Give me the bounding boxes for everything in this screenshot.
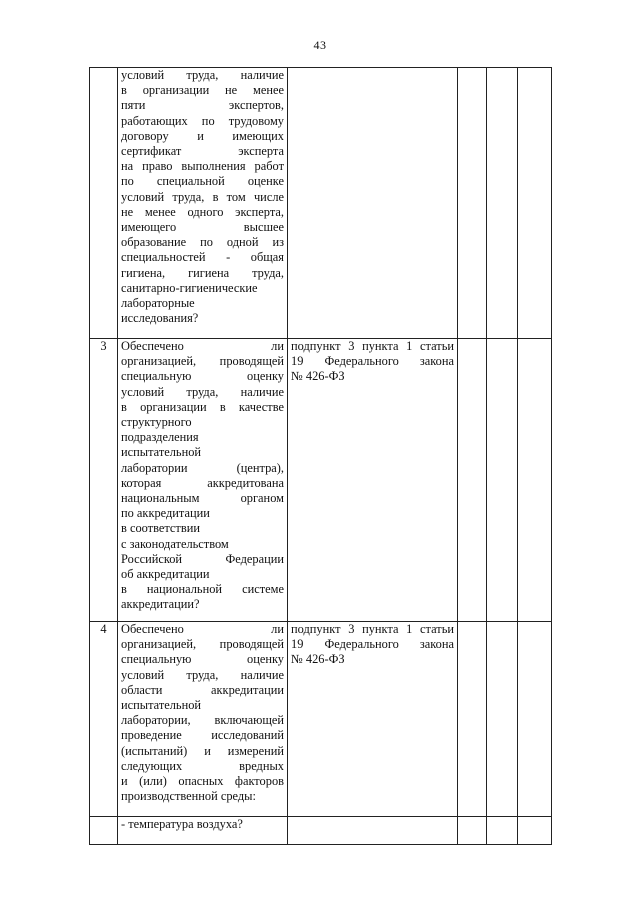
question-line: аккредитации? (121, 597, 200, 612)
answer-no-cell (487, 68, 518, 339)
question-cell (118, 339, 288, 622)
question-line: условий труда, наличие (121, 384, 284, 399)
question-line: условий труда, в том числе (121, 189, 284, 204)
legal-reference-cell (288, 339, 458, 622)
legal-reference-line: подпункт 3 пункта 1 статьи (291, 339, 454, 353)
question-line: договору и имеющих (121, 128, 284, 143)
question-line: в организации в качестве (121, 399, 284, 414)
legal-reference-line: № 426-ФЗ (291, 652, 345, 667)
question-line: условий труда, наличие (121, 667, 284, 682)
question-cell (118, 817, 288, 845)
question-line: по аккредитации (121, 506, 210, 521)
answer-no-cell (487, 817, 518, 845)
question-line: в национальной системе (121, 582, 284, 597)
row-number (90, 817, 118, 845)
question-line: проведение исследований (121, 728, 284, 743)
question-line: имеющего высшее (121, 220, 284, 235)
legal-reference-line: 19 Федерального закона (291, 354, 454, 369)
note-cell (518, 817, 552, 845)
question-line: испытательной (121, 698, 202, 713)
question-line: исследования? (121, 311, 199, 326)
question-line: сертификат эксперта (121, 144, 284, 159)
question-line: области аккредитации (121, 682, 284, 697)
question-line: специальностей - общая (121, 250, 284, 265)
question-cell (118, 68, 288, 339)
question-line: санитарно-гигиенические (121, 280, 258, 295)
legal-reference-cell (288, 622, 458, 817)
legal-reference-cell (288, 817, 458, 845)
question-line: лаборатории, включающей (121, 713, 284, 728)
table-row (90, 817, 552, 845)
question-line: подразделения (121, 430, 199, 445)
question-line: структурного (121, 415, 192, 430)
question-line: следующих вредных (121, 758, 284, 773)
question-line: организацией, проводящей (121, 637, 284, 652)
row-number: 4 (90, 622, 118, 817)
question-line: по специальной оценке (121, 174, 284, 189)
question-line: национальным органом (121, 491, 284, 506)
question-line: специальную оценку (121, 369, 284, 384)
note-cell (518, 339, 552, 622)
question-line: Российской Федерации (121, 551, 284, 566)
answer-no-cell (487, 622, 518, 817)
table-row (90, 622, 552, 817)
question-line: которая аккредитована (121, 475, 284, 490)
legal-reference-line: 19 Федерального закона (291, 637, 454, 652)
page-number: 43 (313, 38, 327, 52)
question-line: специальную оценку (121, 652, 284, 667)
note-cell (518, 68, 552, 339)
question-line: лаборатории (центра), (121, 460, 284, 475)
legal-reference-cell (288, 68, 458, 339)
question-line: пяти экспертов, (121, 98, 284, 113)
answer-yes-cell (458, 817, 487, 845)
question-line: - температура воздуха? (121, 817, 243, 831)
question-line: условий труда, наличие (121, 68, 284, 82)
table-row (90, 68, 552, 339)
question-line: организацией, проводящей (121, 354, 284, 369)
legal-reference-line: № 426-ФЗ (291, 369, 345, 384)
question-line: в соответствии (121, 521, 200, 536)
answer-yes-cell (458, 622, 487, 817)
question-line: работающих по трудовому (121, 113, 284, 128)
row-number (90, 68, 118, 339)
question-cell (118, 622, 288, 817)
question-line: Обеспечено ли (121, 622, 284, 636)
question-line: и (или) опасных факторов (121, 774, 284, 789)
answer-no-cell (487, 339, 518, 622)
table-row (90, 339, 552, 622)
question-line: не менее одного эксперта, (121, 204, 284, 219)
answer-yes-cell (458, 339, 487, 622)
question-line: в организации не менее (121, 83, 284, 98)
legal-reference-line: подпункт 3 пункта 1 статьи (291, 622, 454, 636)
checklist-table (89, 67, 552, 845)
question-line: (испытаний) и измерений (121, 743, 284, 758)
row-number: 3 (90, 339, 118, 622)
question-line: об аккредитации (121, 567, 210, 582)
question-line: Обеспечено ли (121, 339, 284, 353)
question-line: производственной среды: (121, 789, 256, 804)
question-line: образование по одной из (121, 235, 284, 250)
answer-yes-cell (458, 68, 487, 339)
question-line: с законодательством (121, 536, 229, 551)
question-line: испытательной (121, 445, 202, 460)
note-cell (518, 622, 552, 817)
question-line: лабораторные (121, 296, 195, 311)
question-line: гигиена, гигиена труда, (121, 265, 284, 280)
question-line: на право выполнения работ (121, 159, 284, 174)
